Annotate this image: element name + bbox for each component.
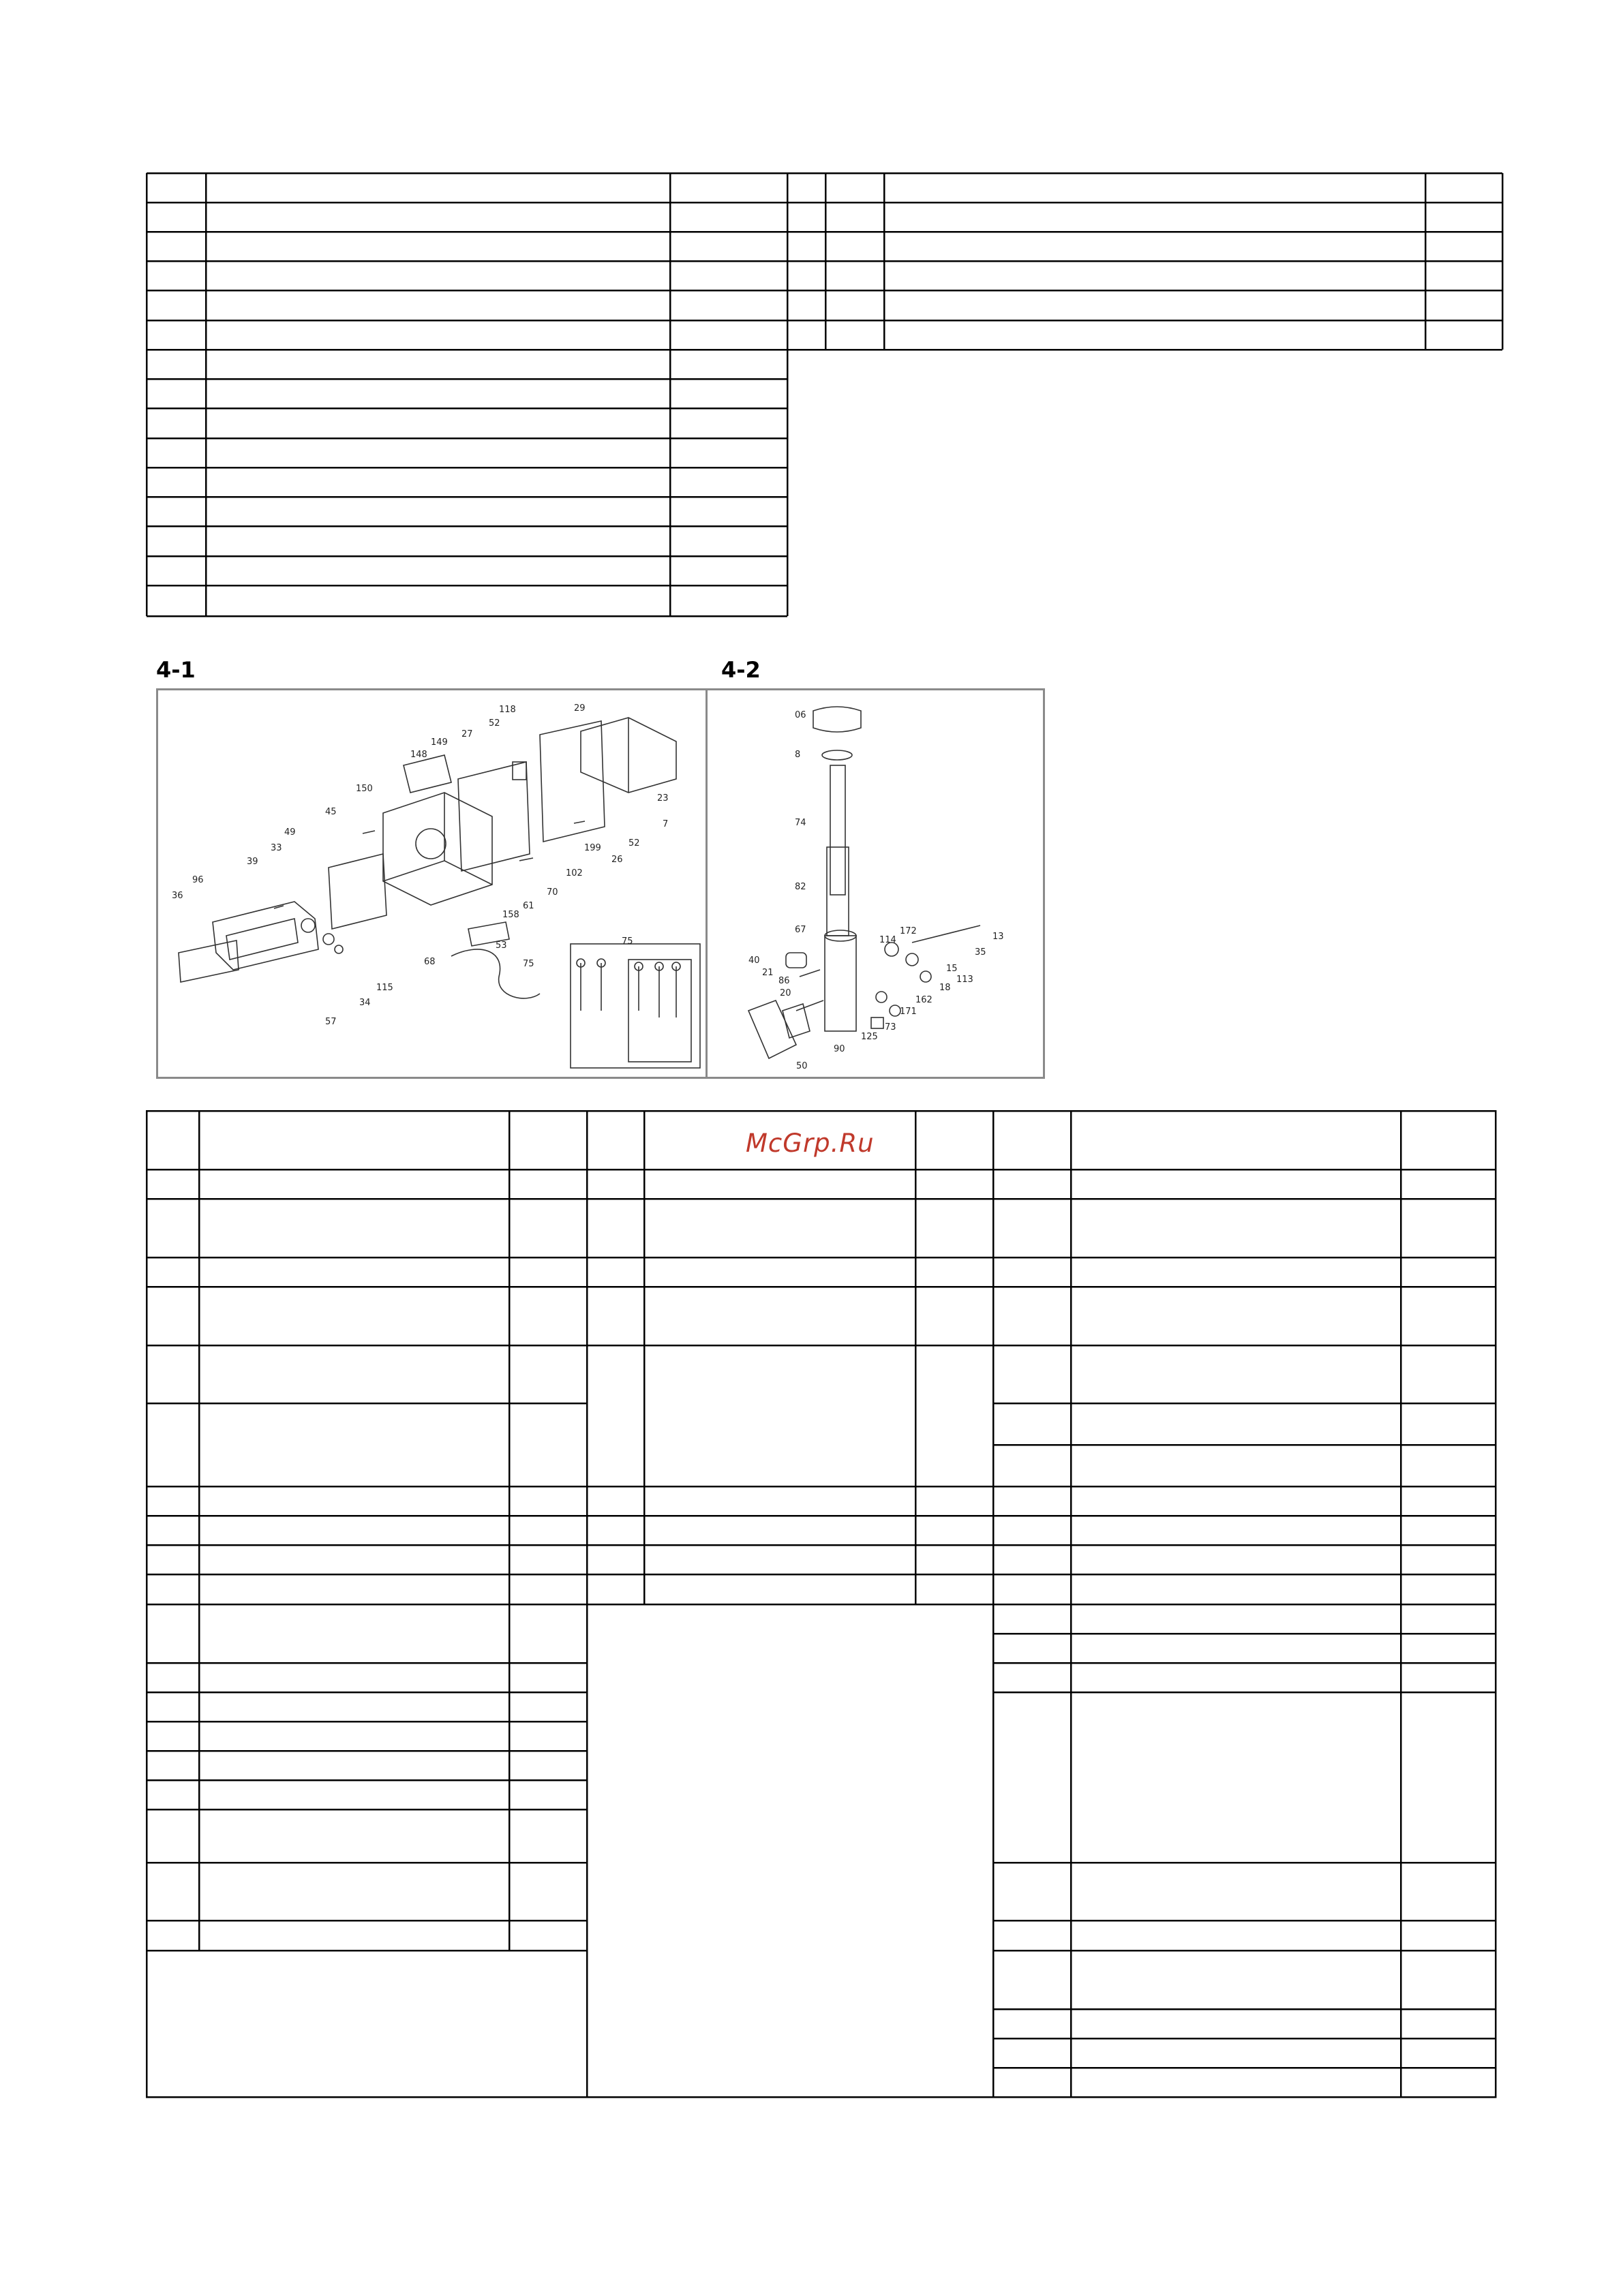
callout: 23 xyxy=(657,793,669,803)
callout: 29 xyxy=(574,703,586,714)
callout: 102 xyxy=(566,868,583,878)
callout: 75 xyxy=(523,959,534,969)
callout: 33 xyxy=(271,843,282,853)
callout: 50 xyxy=(796,1061,808,1071)
callout: 68 xyxy=(424,957,436,967)
callout: 86 xyxy=(778,976,790,986)
watermark: McGrp.Ru xyxy=(746,1129,875,1158)
callout: 150 xyxy=(356,784,373,794)
callout: 20 xyxy=(780,988,791,998)
callout: 172 xyxy=(900,926,917,936)
callout: 90 xyxy=(834,1044,845,1054)
callout: 21 xyxy=(762,968,774,978)
callout: 53 xyxy=(496,940,507,951)
callout: 114 xyxy=(879,935,896,945)
top-parts-table-right xyxy=(787,173,1502,350)
callout: 70 xyxy=(547,887,558,898)
callout: 52 xyxy=(628,838,640,848)
back-plate xyxy=(540,721,605,842)
callout: 45 xyxy=(325,807,337,817)
top-parts-table-left xyxy=(147,173,787,616)
callout: 171 xyxy=(900,1007,917,1017)
front-panel xyxy=(329,854,386,929)
callout: 67 xyxy=(795,925,806,935)
pump-body xyxy=(825,936,856,1031)
seal xyxy=(786,953,806,968)
figure-4-1-exploded-view xyxy=(156,688,709,1079)
power-cable xyxy=(451,949,540,998)
piston-rod xyxy=(830,765,845,895)
figure-4-2-exploded-view xyxy=(706,688,1045,1079)
callout: 15 xyxy=(946,964,958,974)
bottom-parts-table xyxy=(147,1111,1496,2097)
control-box-body xyxy=(383,793,492,905)
callout: 82 xyxy=(795,882,806,892)
figure-4-1-label: 4-1 xyxy=(156,657,196,683)
callout: 40 xyxy=(748,955,760,966)
callout: 75 xyxy=(622,936,633,947)
callout: 96 xyxy=(192,875,204,885)
callout: 13 xyxy=(992,932,1004,942)
callout: 7 xyxy=(663,819,669,829)
callout: 115 xyxy=(376,983,393,993)
callout: 74 xyxy=(795,818,806,828)
callout: 52 xyxy=(489,718,500,729)
callout: 39 xyxy=(247,857,258,867)
callout: 8 xyxy=(795,750,801,760)
figure-4-2-drawing xyxy=(708,690,1043,1077)
handle-bracket xyxy=(748,1000,796,1058)
gasket-frame xyxy=(458,762,530,871)
label-plate xyxy=(179,940,239,982)
callout: 26 xyxy=(611,855,623,865)
callout: 27 xyxy=(461,729,473,739)
piston-cap xyxy=(813,707,861,732)
callout: 149 xyxy=(431,737,448,748)
accessory-kit-box xyxy=(571,944,700,1068)
callout: 49 xyxy=(284,827,296,838)
callout: 61 xyxy=(523,901,534,911)
o-ring xyxy=(822,750,852,760)
callout: 36 xyxy=(172,891,183,901)
callout: 35 xyxy=(975,947,986,958)
callout: 113 xyxy=(956,975,973,985)
callout: 06 xyxy=(795,710,806,720)
figure-4-1-drawing xyxy=(158,690,707,1077)
release-valve xyxy=(912,925,980,943)
callout: 57 xyxy=(325,1017,337,1027)
callout: 118 xyxy=(499,705,516,715)
figure-4-2-label: 4-2 xyxy=(721,657,761,683)
motor xyxy=(416,829,446,859)
callout: 148 xyxy=(410,750,427,760)
callout: 158 xyxy=(502,910,519,920)
knob xyxy=(301,919,315,932)
callout: 162 xyxy=(915,995,932,1005)
callout: 18 xyxy=(939,983,951,993)
callout: 199 xyxy=(584,843,601,853)
callout: 34 xyxy=(359,998,371,1008)
cover-plate xyxy=(404,755,451,793)
callout: 125 xyxy=(861,1032,878,1042)
callout: 73 xyxy=(885,1022,896,1032)
